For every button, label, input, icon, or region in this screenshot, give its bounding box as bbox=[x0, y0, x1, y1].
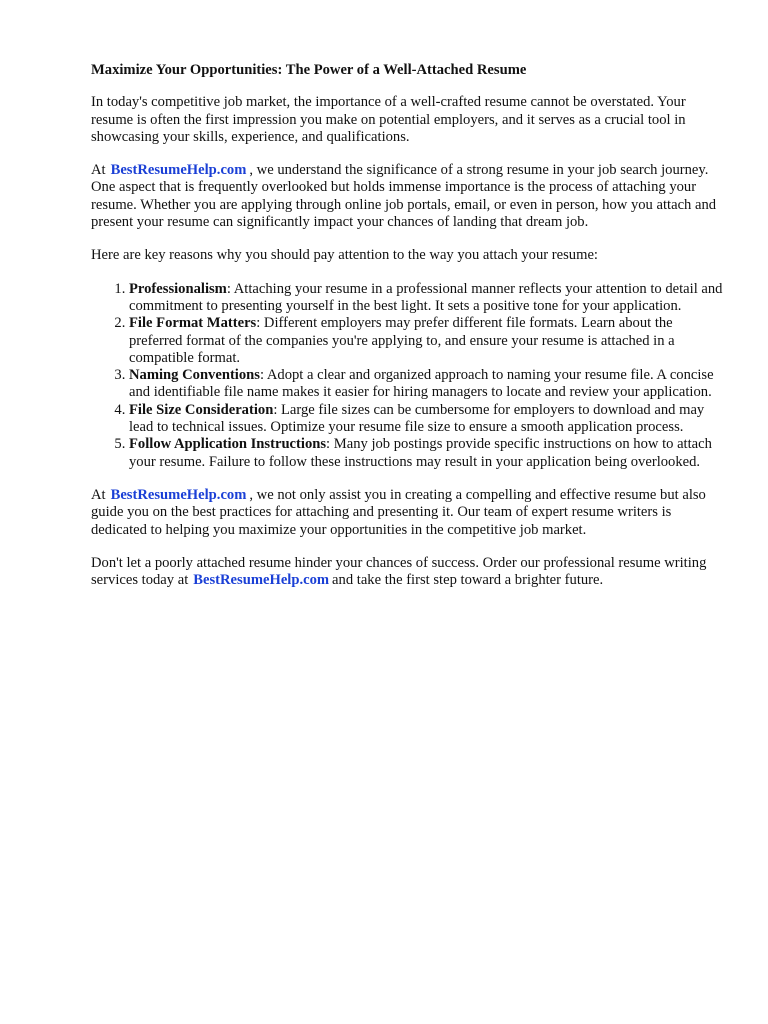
paragraph-call-to-action bbox=[91, 555, 728, 590]
reason-text: : Different employers may prefer different file formats. Learn about the preferred format of the companies you're applying to, and ensure your resume is attached in a compatible format. bbox=[129, 315, 675, 366]
reason-text: : Large file sizes can be cumbersome for employers to download and may lead to technical issues. Optimize your resume file size to ensure a smooth application process. bbox=[129, 401, 705, 436]
reason-text: : Attaching your resume in a professional manner reflects your attention to detail and commitment to presenting yourself in the best light. It sets a positive tone for your application. bbox=[129, 280, 723, 314]
paragraph-suffix: , we not only assist you in creating a compelling and effective resume but also guide you on the best practices for attaching and presenting it. Our team of expert resume writers is dedicated to helping you maximize your opportunities in the competitive job market. bbox=[91, 486, 706, 538]
paragraph-suffix: and take the first step toward a brighter future. bbox=[332, 572, 604, 589]
list-item bbox=[129, 367, 728, 402]
list-intro: Here are key reasons why you should pay attention to the way you attach your resume: bbox=[91, 247, 598, 264]
document-title: Maximize Your Opportunities: The Power of a Well-Attached Resume bbox=[91, 62, 527, 78]
paragraph-prefix: At bbox=[91, 486, 106, 503]
paragraph-significance bbox=[91, 162, 728, 231]
paragraph-prefix: Don't let a poorly attached resume hinder your chances of success. Order our professional resume writing services today at bbox=[91, 554, 707, 589]
best-resume-help-link[interactable]: BestResumeHelp.com bbox=[193, 572, 330, 589]
reason-term: File Size Consideration bbox=[129, 401, 274, 418]
reason-text: : Adopt a clear and organized approach to naming your resume file. A concise and identifiable file name makes it easier for hiring managers to locate and review your application. bbox=[129, 367, 714, 401]
reason-text: : Many job postings provide specific instructions on how to attach your resume. Failure to follow these instructions may result in your application being overlooked. bbox=[129, 436, 712, 470]
paragraph-prefix: At bbox=[91, 162, 106, 179]
paragraph-services bbox=[91, 487, 728, 539]
reason-term: Professionalism bbox=[129, 280, 227, 297]
reasons-list bbox=[91, 281, 728, 471]
list-item bbox=[129, 315, 728, 367]
best-resume-help-link[interactable]: BestResumeHelp.com bbox=[110, 162, 247, 179]
list-item bbox=[129, 436, 728, 471]
list-item bbox=[129, 281, 728, 316]
paragraph-suffix: , we understand the significance of a strong resume in your job search journey. One aspect that is frequently overlooked but holds immense importance is the process of attaching your resume. Whether you are applying through online job portals, email, or even in person, how you attach and present your resume can significantly impact your chances of landing that dream job. bbox=[91, 162, 717, 231]
list-item bbox=[129, 402, 728, 437]
reason-term: File Format Matters bbox=[129, 315, 257, 332]
reason-term: Follow Application Instructions bbox=[129, 436, 327, 453]
intro-paragraph: In today's competitive job market, the importance of a well-crafted resume cannot be overstated. Your resume is often the first impression you make on potential employers, and it serves as a crucial tool in showcasing your skills, experience, and qualifications. bbox=[91, 94, 686, 145]
best-resume-help-link[interactable]: BestResumeHelp.com bbox=[110, 486, 247, 503]
reason-term: Naming Conventions bbox=[129, 367, 260, 384]
